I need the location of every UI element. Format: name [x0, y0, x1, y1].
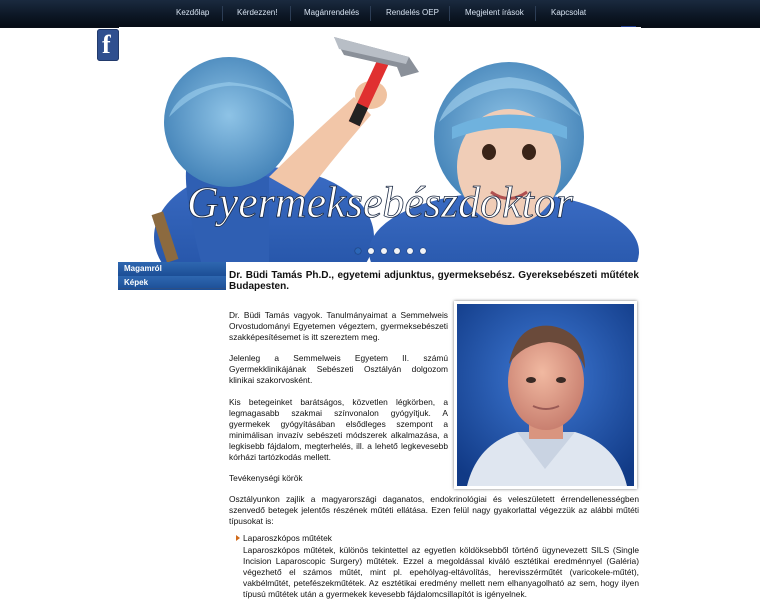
nav-oep[interactable]: Rendelés OEP [386, 8, 439, 17]
position-paragraph: Jelenleg a Semmelweis Egyetem II. számú Gyermekklinikájának Sebészeti Osztályán dolgozom klinikai szakorvosként. [229, 353, 448, 385]
slide-dot[interactable] [407, 248, 413, 254]
page-title: Dr. Büdi Tamás Ph.D., egyetemi adjunktus, gyermeksebész. Gyereksebészeti műtétek Budapesten. [229, 270, 639, 292]
bullet-text: Laparoszkópos műtétek, különös tekintettel az egyetlen köldöksebből történő ügynevezett SILS (Single Incision Laparoscopic Surgery) műtétek. Ezzel a megoldással kiváló esztétikai eredménnyel (Galéria) végezhető el számos műtét, mint pl. epehólyag-eltávolítás, herevisszérműtét (varicokele-műtét), vakbélműtét, petefészekműtétek. Az esztétikai eredmény mellett nem elhanyagolható az sem, hogy ilyen típusú műtétek után a gyermekek kevesebb fájdalomcsillapítót is igényelnek. [243, 545, 639, 599]
sidebar-divider [118, 288, 226, 289]
nav-divider [222, 6, 223, 21]
slide-dot[interactable] [394, 248, 400, 254]
bullet-title: Laparoszkópos műtétek [243, 533, 332, 543]
facebook-icon[interactable] [97, 29, 119, 61]
sidebar-item-label: Magamról [124, 264, 162, 273]
nav-divider [290, 6, 291, 21]
nav-contact[interactable]: Kapcsolat [551, 8, 587, 17]
sidebar-item-about[interactable] [118, 262, 226, 276]
approach-paragraph: Kis betegeinket barátságos, közvetlen légkörben, a legmagasabb szakmai színvonalon gyógyítjuk. A gyermekek gyógyításában elsődleges szempont a minimálisan invazív sebészeti módszerek alkalmazása, a legkisebb fájdalom, megterhelés, ill. a lehető legkevesebb kórházi tartózkodás mellett. [229, 397, 448, 462]
top-navigation [0, 0, 760, 28]
nav-divider [535, 6, 536, 21]
nav-divider [370, 6, 371, 21]
banner-slideshow[interactable] [119, 27, 641, 262]
nav-private[interactable]: Magánrendelés [304, 8, 360, 17]
department-paragraph: Osztályunkon zajlik a magyarországi daganatos, endokrinológiai és veleszületett érrendellenességben szenvedő betegek jelentős részének műtéti ellátása. Ezen felül nagy gyakorlattal végezzük az alábbi műtéti típusokat is: [229, 494, 639, 526]
nav-divider [449, 6, 450, 21]
doctor-photo [454, 301, 637, 489]
slide-dot[interactable] [355, 248, 361, 254]
nav-publications[interactable]: Megjelent írások [465, 8, 524, 17]
intro-paragraph: Dr. Büdi Tamás vagyok. Tanulmányaimat a Semmelweis Orvostudományi Egyetemen végeztem, gyermeksebészeti szakképesítésemet is itt szereztem meg. [229, 310, 448, 342]
bullet-arrow-icon [236, 535, 240, 541]
sidebar-item-label: Képek [124, 278, 149, 287]
slide-dot[interactable] [420, 248, 426, 254]
slide-dot[interactable] [381, 248, 387, 254]
nav-ask[interactable]: Kérdezzen! [237, 8, 278, 17]
facebook-letter: f [102, 30, 111, 59]
nav-home[interactable]: Kezdőlap [176, 8, 210, 17]
banner-logo-text: Gyermeksebészdoktor [186, 178, 574, 227]
banner-image [119, 27, 641, 262]
slide-dot[interactable] [368, 248, 374, 254]
section-title: Tevékenységi körök [229, 473, 303, 483]
